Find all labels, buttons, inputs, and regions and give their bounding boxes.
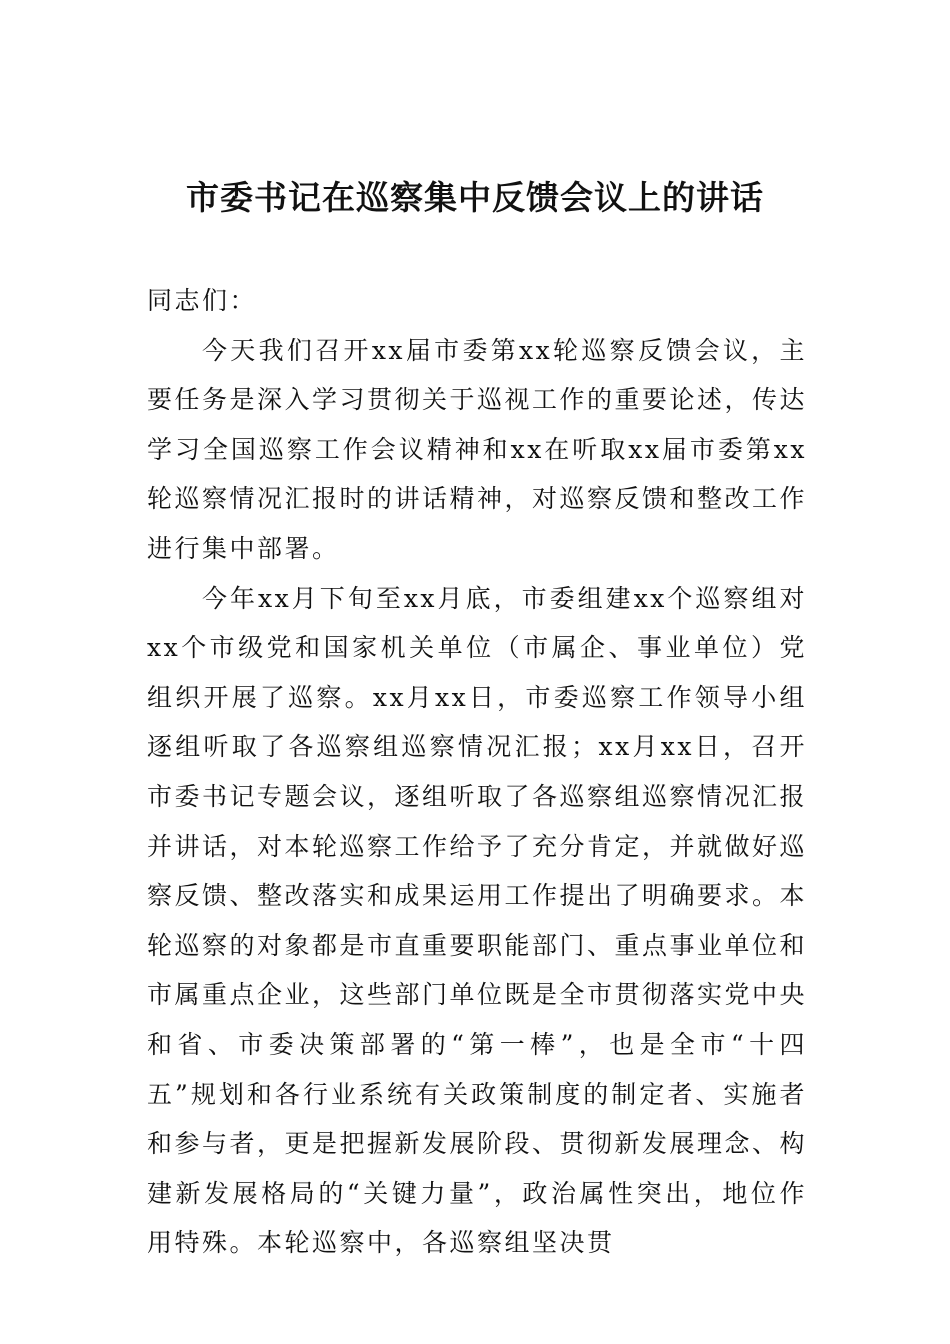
paragraph-1: 今天我们召开xx届市委第xx轮巡察反馈会议，主要任务是深入学习贯彻关于巡视工作的重要论述，传达学习全国巡察工作会议精神和xx在听取xx届市委第xx轮巡察情况汇报时的讲话精神，对巡察反馈和整改工作进行集中部署。 bbox=[147, 335, 808, 563]
paragraph-2: 今年xx月下旬至xx月底，市委组建xx个巡察组对xx个市级党和国家机关单位（市属企、事业单位）党组织开展了巡察。xx月xx日，市委巡察工作领导小组逐组听取了各巡察组巡察情况汇报；xx月xx日，召开市委书记专题会议，逐组听取了各巡察组巡察情况汇报并讲话，对本轮巡察工作给予了充分肯定，并就做好巡察反馈、整改落实和成果运用工作提出了明确要求。本轮巡察的对象都是市直重要职能部门、重点事业单位和市属重点企业，这些部门单位既是全市贯彻落实党中央和省、市委决策部署的“第一棒”，也是全市“十四五”规划和各行业系统有关政策制度的制定者、实施者和参与者，更是把握新发展阶段、贯彻新发展理念、构建新发展格局的“关键力量”，政治属性突出，地位作用特殊。本轮巡察中，各巡察组坚决贯 bbox=[147, 583, 808, 1258]
document-title: 市委书记在巡察集中反馈会议上的讲话 bbox=[186, 178, 764, 217]
salutation: 同志们： bbox=[147, 286, 258, 315]
document-body bbox=[147, 276, 807, 1268]
